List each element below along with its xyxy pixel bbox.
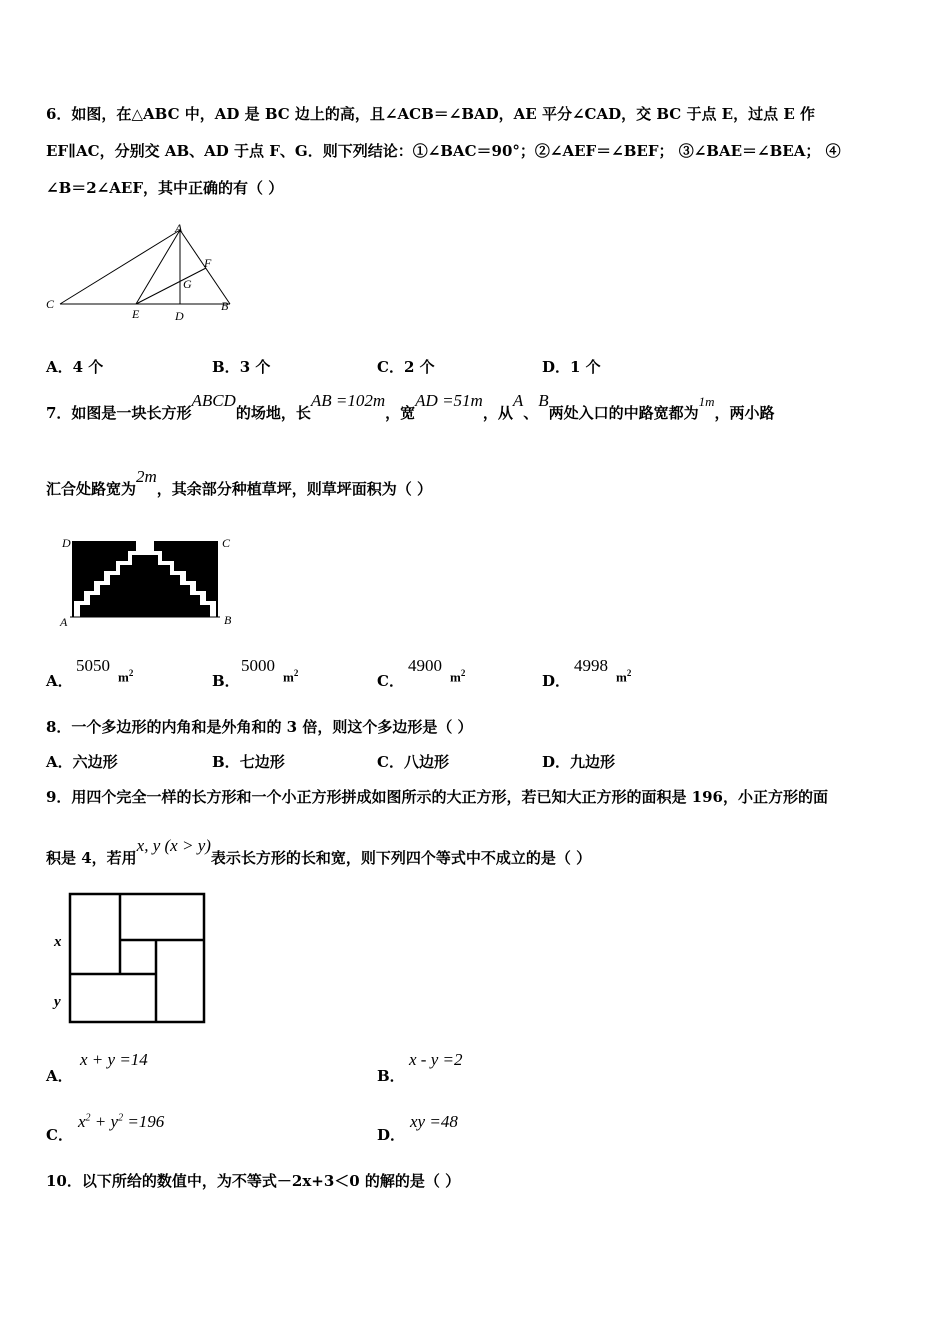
q9-label-x: x bbox=[54, 934, 62, 950]
q6-label-g: G bbox=[183, 277, 192, 291]
q6-option-b: B．3 个 bbox=[212, 358, 271, 376]
q6-option-a: A．4 个 bbox=[46, 358, 104, 376]
q7-line-1: 7．如图是一块长方形ABCD的场地，长AB =102m，宽AD =51m，从A、B两处入口的中路宽都为1m，两小路 bbox=[46, 391, 775, 422]
q6-line-1: 6．如图，在△ABC 中，AD 是 BC 边上的高，且∠ACB＝∠BAD，AE 平分∠CAD，交 BC 于点 E，过点 E 作 bbox=[46, 105, 815, 123]
q6-triangle-figure bbox=[44, 222, 244, 322]
q6-label-f: F bbox=[204, 256, 212, 270]
q8-option-a: A．六边形 bbox=[46, 753, 118, 771]
q7-label-d: D bbox=[62, 536, 71, 550]
q6-label-a: A bbox=[175, 221, 183, 235]
q9-option-b-expr: x - y =2 bbox=[409, 1050, 463, 1069]
q9-option-a-letter: A． bbox=[46, 1067, 73, 1085]
q7-option-a-value: 5050 bbox=[76, 656, 110, 675]
q8-option-d: D．九边形 bbox=[542, 753, 616, 771]
q6-label-c: C bbox=[46, 297, 55, 311]
q8-text: 8．一个多边形的内角和是外角和的 3 倍，则这个多边形是（ ） bbox=[46, 718, 473, 736]
q7-option-a-unit: $m^2$ bbox=[118, 668, 134, 685]
q7-option-b-value: 5000 bbox=[241, 656, 275, 675]
q9-square-figure bbox=[46, 888, 216, 1033]
q9-option-d-expr: xy =48 bbox=[410, 1112, 458, 1131]
q9-line-1: 9．用四个完全一样的长方形和一个小正方形拼成如图所示的大正方形，若已知大正方形的面积是 196，小正方形的面 bbox=[46, 788, 828, 806]
q6-line-2: EF∥AC，分别交 AB、AD 于点 F、G．则下列结论：①∠BAC＝90°；②∠AEF＝∠BEF； ③∠BAE＝∠BEA； ④ bbox=[46, 142, 841, 160]
q7-label-c: C bbox=[222, 536, 231, 550]
q7-line-2: 汇合处路宽为2m，其余部分种植草坪，则草坪面积为（ ） bbox=[46, 467, 433, 498]
q7-label-a: A bbox=[60, 615, 68, 629]
q6-label-d: D bbox=[175, 309, 184, 323]
q7-label-b: B bbox=[224, 613, 232, 627]
q7-option-c-letter: C． bbox=[377, 672, 404, 690]
q7-option-d-letter: D． bbox=[542, 672, 571, 690]
q7-rectangle-figure bbox=[58, 533, 243, 633]
q7-option-a-letter: A． bbox=[46, 672, 73, 690]
q10-text: 10．以下所给的数值中，为不等式－2x+3＜0 的解的是（ ） bbox=[46, 1172, 461, 1190]
q7-option-d-unit: $m^2$ bbox=[616, 668, 632, 685]
q9-label-y: y bbox=[54, 994, 61, 1010]
q6-option-d: D．1 个 bbox=[542, 358, 601, 376]
q6-line-3: ∠B＝2∠AEF，其中正确的有（ ） bbox=[46, 179, 284, 197]
q9-option-c-expr: $x^2 + y^2 =196$ bbox=[78, 1112, 165, 1131]
q9-line-2: 积是 4，若用x, y (x > y)表示长方形的长和宽，则下列四个等式中不成立的是（ ） bbox=[46, 836, 592, 867]
q8-option-c: C．八边形 bbox=[377, 753, 449, 771]
q8-option-b: B．七边形 bbox=[212, 753, 285, 771]
q7-option-d-value: 4998 bbox=[574, 656, 608, 675]
q7-option-c-unit: $m^2$ bbox=[450, 668, 466, 685]
q7-option-b-letter: B． bbox=[212, 672, 240, 690]
q6-option-c: C．2 个 bbox=[377, 358, 435, 376]
q9-option-d-letter: D． bbox=[377, 1126, 406, 1144]
q7-option-c-value: 4900 bbox=[408, 656, 442, 675]
q9-option-a-expr: x + y =14 bbox=[80, 1050, 148, 1069]
q6-label-b: B bbox=[221, 299, 229, 313]
q6-label-e: E bbox=[132, 307, 140, 321]
q9-option-b-letter: B． bbox=[377, 1067, 405, 1085]
q9-option-c-letter: C． bbox=[46, 1126, 73, 1144]
q7-option-b-unit: $m^2$ bbox=[283, 668, 299, 685]
